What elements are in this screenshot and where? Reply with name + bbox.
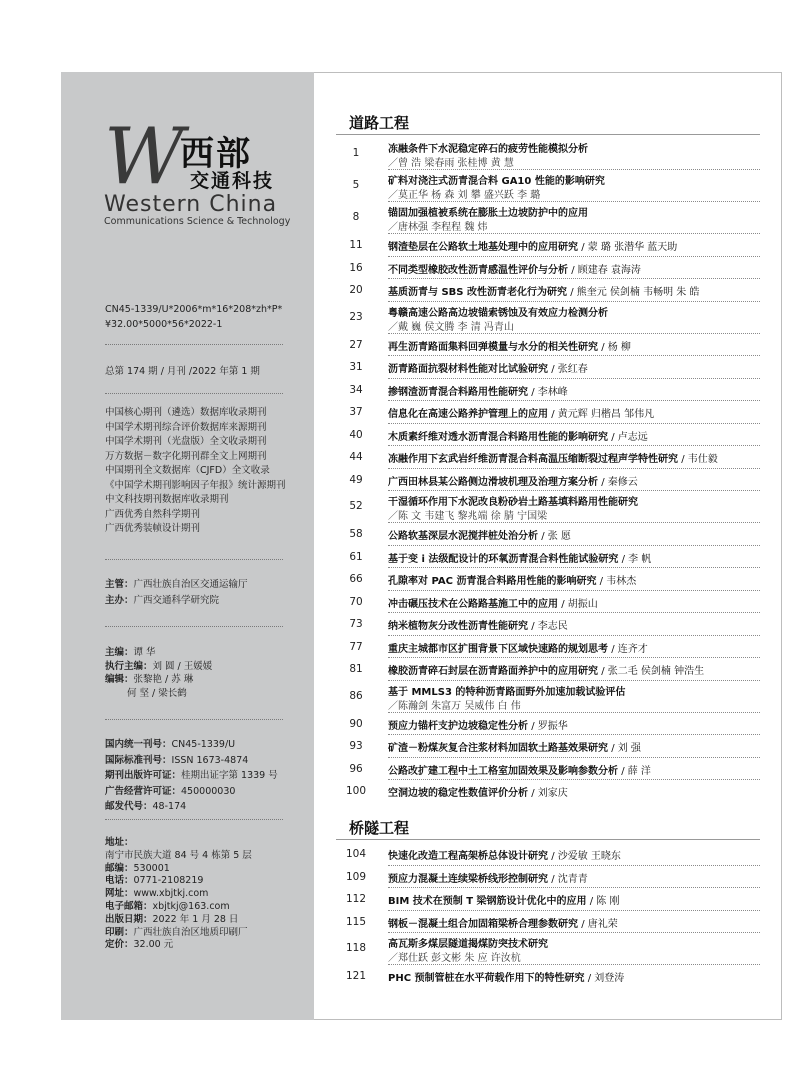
article-authors: ／郑仕跃 彭文彬 朱 应 许汝杭 — [388, 953, 521, 964]
contact-label: 电子邮箱： — [105, 900, 153, 912]
toc-entry[interactable] — [336, 234, 776, 257]
toc-entry[interactable] — [336, 170, 776, 202]
article-title: 基于变 i 法级配设计的环氧沥青混合料性能试验研究 — [388, 553, 619, 565]
section-rule — [336, 134, 760, 135]
article-title: 钢板－混凝土组合加固箱梁桥合理参数研究 — [388, 918, 578, 930]
article-title: 空洞边坡的稳定性数值评价分析 — [388, 788, 528, 799]
section-rule — [336, 839, 760, 840]
sponsors — [105, 577, 248, 609]
contact-info — [105, 837, 252, 952]
toc-entry[interactable] — [336, 568, 776, 591]
toc-entry[interactable] — [336, 257, 776, 280]
page-number: 93 — [349, 740, 363, 752]
article-title: 公路改扩建工程中土工格室加固效果及影响参数分析 — [388, 765, 618, 777]
number-row — [105, 768, 278, 784]
number-row — [105, 784, 278, 800]
number-value: 桂期出证字第 1339 号 — [181, 770, 278, 781]
editor-value-1: 张黎艳 / 苏 琳 — [133, 674, 194, 685]
editors — [105, 646, 212, 700]
article-authors: / 罗振华 — [531, 720, 568, 732]
toc-entry[interactable] — [336, 379, 776, 402]
host-value: 广西交通科学研究院 — [133, 595, 220, 606]
contact-value: 32.00 元 — [133, 939, 174, 951]
journal-logo — [104, 112, 294, 238]
divider — [105, 393, 283, 394]
page-number: 1 — [352, 147, 360, 159]
contact-row — [105, 875, 252, 888]
toc-entry[interactable] — [336, 202, 776, 234]
article-title: 预应力锚杆支护边坡稳定性分析 — [388, 720, 528, 732]
toc-entry[interactable] — [336, 713, 776, 736]
toc-entry[interactable] — [336, 843, 776, 866]
article-title: BIM 技术在预制 T 梁钢筋设计优化中的应用 — [388, 896, 587, 907]
page-number: 115 — [345, 915, 367, 928]
toc-entry[interactable] — [336, 636, 776, 659]
supervisor-value: 广西壮族自治区交通运输厅 — [133, 579, 248, 590]
article-authors: ／戴 巍 侯文腾 李 清 冯青山 — [388, 321, 514, 333]
toc-entry[interactable] — [336, 780, 776, 803]
database-item: 广西优秀自然科学期刊 — [105, 508, 201, 520]
logo-en-line1: Western China — [104, 192, 278, 217]
article-title: 高瓦斯多煤层隧道揭煤防突技术研究 — [388, 939, 548, 950]
exec-editor-value: 刘 圆 / 王媛媛 — [152, 660, 213, 672]
toc-entry[interactable] — [336, 866, 776, 889]
article-authors: ／莫正华 杨 森 刘 攀 盛兴跃 李 璐 — [388, 190, 541, 201]
page-number: 58 — [349, 528, 363, 540]
article-authors: / 李 帆 — [621, 553, 652, 565]
page-number: 44 — [349, 451, 363, 463]
database-item: 中国核心期刊（遴选）数据库收录期刊 — [105, 407, 267, 418]
contact-label: 印刷： — [105, 926, 134, 938]
contact-value: 广西壮族自治区地质印刷厂 — [133, 926, 248, 938]
number-label: 国内统一刊号： — [105, 739, 172, 750]
article-title: 纳米植物灰分改性沥青性能研究 — [388, 621, 528, 632]
divider — [105, 819, 283, 820]
chief-editor-value: 谭 华 — [133, 647, 156, 658]
article-title: 基于 MMLS3 的特种沥青路面野外加速加载试验评估 — [388, 686, 626, 698]
section-title: 桥隧工程 — [349, 819, 410, 837]
page-number: 86 — [349, 689, 363, 702]
article-title: 钢渣垫层在公路软土地基处理中的应用研究 — [388, 242, 578, 253]
number-value: 450000030 — [181, 785, 236, 797]
toc-entry[interactable] — [336, 546, 776, 569]
article-authors: / 黄元辉 归楷昌 邹伟凡 — [551, 409, 655, 420]
page-number: 121 — [345, 970, 367, 982]
page-number: 90 — [349, 717, 363, 730]
logo-cn-line1: 西部 — [180, 134, 252, 174]
article-title: 掺钢渣沥青混合料路用性能研究 — [388, 386, 528, 398]
logo-en-line2: Communications Science & Technology — [104, 216, 291, 227]
toc-entry[interactable] — [336, 911, 776, 934]
article-title: 基质沥青与 SBS 改性沥青老化行为研究 — [388, 287, 567, 298]
database-item: 中国期刊全文数据库（CJFD）全文收录 — [105, 465, 270, 476]
contact-row — [105, 927, 252, 940]
article-title: 重庆主城都市区扩围背景下区域快速路的规划思考 — [388, 643, 608, 655]
page-number: 20 — [349, 284, 363, 296]
database-item: 《中国学术期刊影响因子年报》统计源期刊 — [105, 479, 286, 491]
article-authors: / 刘登涛 — [587, 973, 625, 984]
toc-entry[interactable] — [336, 758, 776, 781]
issue-text: 总第 174 期 / 月刊 /2022 年第 1 期 — [105, 366, 260, 377]
toc-entry[interactable] — [336, 933, 776, 965]
article-authors: / 蒙 璐 张潜华 蓝天助 — [581, 242, 678, 253]
article-authors: / 陈 刚 — [589, 896, 620, 907]
pub-code-line1: CN45-1339/U*2006*m*16*208*zh*P* — [105, 304, 283, 315]
page-number: 5 — [352, 179, 360, 191]
divider — [105, 344, 283, 345]
article-authors: / 唐礼荣 — [581, 918, 618, 930]
number-row — [105, 799, 278, 815]
article-authors: ／陈 文 韦建飞 黎兆端 徐 腈 宁国梁 — [388, 511, 548, 522]
toc-entry[interactable] — [336, 401, 776, 424]
article-authors: / 刘家庆 — [531, 788, 568, 799]
toc-entry[interactable] — [336, 138, 776, 170]
contact-row — [105, 914, 252, 927]
address-label: 地址： — [105, 837, 134, 848]
toc-entry[interactable] — [336, 888, 776, 911]
section-title: 道路工程 — [349, 114, 410, 132]
number-row — [105, 753, 278, 769]
article-title: 快速化改造工程高架桥总体设计研究 — [388, 851, 548, 862]
article-authors: / 杨 柳 — [601, 341, 631, 353]
article-title: 冻融作用下玄武岩纤维沥青混合料高温压缩断裂过程声学特性研究 — [388, 454, 678, 465]
issue-info — [105, 365, 260, 380]
chief-editor-label: 主编： — [105, 647, 134, 658]
article-title: 不同类型橡胶改性沥青感温性评价与分析 — [388, 264, 568, 276]
article-title: 木质素纤维对透水沥青混合料路用性能的影响研究 — [388, 431, 608, 443]
contact-row — [105, 888, 252, 901]
page-number: 96 — [349, 762, 363, 775]
number-label: 广告经营许可证： — [105, 785, 182, 797]
contact-value: www.xbjtkj.com — [133, 888, 209, 900]
article-authors: / 张红春 — [551, 364, 588, 375]
contact-value: 530001 — [133, 862, 170, 874]
toc-entry[interactable] — [336, 613, 776, 636]
page-number: 70 — [349, 595, 363, 608]
editor-label: 编辑： — [105, 674, 134, 685]
contact-rows — [105, 863, 252, 953]
article-authors: / 秦修云 — [601, 476, 638, 488]
page-number: 66 — [349, 573, 363, 585]
toc-entry[interactable] — [336, 491, 776, 523]
page-number: 77 — [349, 640, 363, 653]
article-title: 预应力混凝土连续梁桥线形控制研究 — [388, 873, 548, 885]
article-title: 粤赣高速公路高边坡锚索锈蚀及有效应力检测分析 — [388, 307, 608, 319]
host-label: 主办： — [105, 595, 134, 606]
article-authors: ／曾 浩 梁春雨 张桂博 黄 慧 — [388, 158, 514, 169]
toc-entry[interactable] — [336, 591, 776, 614]
article-title: 冻融条件下水泥稳定碎石的疲劳性能模拟分析 — [388, 144, 588, 155]
contact-value: xbjtkj@163.com — [152, 900, 230, 912]
article-authors: / 张二毛 侯剑楠 钟浩生 — [601, 666, 705, 677]
editor-value-2: 何 坚 / 梁长鹤 — [127, 687, 187, 699]
article-title: 再生沥青路面集料回弹模量与水分的相关性研究 — [388, 341, 598, 353]
page-number: 49 — [349, 473, 363, 486]
address-value: 南宁市民族大道 84 号 4 栋第 5 层 — [105, 849, 252, 861]
page-number: 52 — [349, 500, 363, 512]
pub-codes — [105, 303, 282, 332]
contact-value: 0771-2108219 — [133, 875, 204, 887]
article-authors: / 胡振山 — [561, 598, 598, 610]
article-authors: / 韦仕毅 — [681, 454, 718, 465]
exec-editor-label: 执行主编： — [105, 660, 153, 672]
page-number: 16 — [349, 261, 363, 274]
contact-label: 定价： — [105, 939, 134, 951]
article-authors: ／陈瀚剑 朱富万 吴威伟 白 伟 — [388, 700, 521, 712]
article-authors: / 连齐才 — [611, 643, 648, 655]
article-title: 冲击碾压技术在公路路基施工中的应用 — [388, 598, 558, 610]
toc-entry[interactable] — [336, 279, 776, 302]
logo-letter: W — [104, 112, 185, 202]
pub-code-line2: ¥32.00*5000*56*2022-1 — [105, 318, 223, 330]
toc-entry[interactable] — [336, 735, 776, 758]
article-authors: / 张 愿 — [541, 531, 571, 542]
database-item: 万方数据－数字化期刊群全文上网期刊 — [105, 450, 267, 462]
page-number: 8 — [352, 211, 360, 223]
toc-entry[interactable] — [336, 424, 776, 447]
article-title: 孔隙率对 PAC 沥青混合料路用性能的影响研究 — [388, 576, 597, 587]
page-number: 81 — [349, 663, 363, 675]
contact-row — [105, 863, 252, 876]
contact-value: 2022 年 1 月 28 日 — [152, 913, 239, 925]
divider — [105, 719, 283, 720]
number-label: 期刊出版许可证： — [105, 770, 182, 781]
article-authors: / 卢志远 — [611, 431, 648, 443]
page-number: 104 — [345, 848, 367, 860]
article-authors: / 熊奎元 侯剑楠 韦畅明 朱 皓 — [570, 287, 700, 298]
divider — [105, 559, 283, 560]
database-item: 广西优秀装帧设计期刊 — [105, 523, 201, 534]
contact-label: 邮编： — [105, 862, 134, 874]
number-value: CN45-1339/U — [171, 739, 236, 750]
contact-row — [105, 901, 252, 914]
article-authors: / 李林峰 — [531, 386, 568, 398]
toc-entry[interactable] — [336, 356, 776, 379]
number-value: 48-174 — [152, 801, 187, 812]
page-number: 37 — [349, 406, 363, 418]
article-title: 信息化在高速公路养护管理上的应用 — [388, 409, 548, 420]
toc-entry[interactable] — [336, 446, 776, 469]
article-authors: / 薛 洋 — [621, 765, 651, 777]
page-number: 31 — [349, 361, 363, 373]
article-authors: / 刘 强 — [611, 743, 641, 754]
toc-entry[interactable] — [336, 681, 776, 713]
toc-entry[interactable] — [336, 658, 776, 681]
database-item: 中文科技期刊数据库收录期刊 — [105, 494, 229, 505]
toc-entry[interactable] — [336, 302, 776, 334]
number-label: 邮发代号： — [105, 801, 153, 812]
page-number: 109 — [345, 870, 367, 883]
toc-entry[interactable] — [336, 334, 776, 357]
page-number: 11 — [349, 239, 363, 251]
article-authors: / 李志民 — [531, 621, 568, 632]
article-authors: / 韦林杰 — [599, 576, 637, 587]
divider — [105, 626, 283, 627]
contact-label: 网址： — [105, 888, 134, 900]
database-list — [105, 406, 286, 537]
toc-entry[interactable] — [336, 965, 776, 988]
page-number: 118 — [345, 942, 367, 954]
number-row — [105, 737, 278, 753]
page-number: 112 — [345, 893, 367, 905]
article-authors: / 顾建春 袁海涛 — [571, 264, 641, 276]
article-title: 公路软基深层水泥搅拌桩处治分析 — [388, 531, 538, 542]
article-authors: / 沙爱敏 王晓东 — [551, 851, 621, 862]
article-title: PHC 预制管桩在水平荷载作用下的特性研究 — [388, 973, 585, 984]
article-title: 干湿循环作用下水泥改良粉砂岩土路基填料路用性能研究 — [388, 497, 638, 508]
article-title: 锚固加强植被系统在膨胀土边坡防护中的应用 — [388, 208, 588, 219]
page-number: 73 — [349, 618, 363, 630]
toc-entry[interactable] — [336, 523, 776, 546]
database-item: 中国学术期刊综合评价数据库来源期刊 — [105, 421, 267, 433]
contact-label: 电话： — [105, 875, 134, 887]
page-number: 61 — [349, 550, 363, 563]
database-item: 中国学术期刊（光盘版）全文收录期刊 — [105, 436, 267, 447]
page-number: 23 — [349, 310, 363, 323]
page-number: 27 — [349, 338, 363, 351]
article-title: 橡胶沥青碎石封层在沥青路面养护中的应用研究 — [388, 666, 598, 677]
contact-row — [105, 939, 252, 952]
article-title: 沥青路面抗裂材料性能对比试验研究 — [388, 364, 548, 375]
page-number: 100 — [345, 785, 367, 797]
article-authors: ／唐林强 李程程 魏 炜 — [388, 222, 488, 233]
contact-label: 出版日期： — [105, 913, 153, 925]
page-number: 40 — [349, 428, 363, 441]
logo-cn-line2: 交通科技 — [190, 170, 275, 192]
article-title: 矿渣－粉煤灰复合注浆材料加固软土路基效果研究 — [388, 743, 608, 754]
page-number: 34 — [349, 383, 363, 396]
number-value: ISSN 1673-4874 — [171, 754, 249, 766]
article-title: 矿料对浇注式沥青混合料 GA10 性能的影响研究 — [388, 176, 605, 187]
article-authors: / 沈青青 — [551, 873, 588, 885]
article-title: 广西田林县某公路侧边滑坡机理及治理方案分析 — [388, 476, 598, 488]
toc-entry[interactable] — [336, 469, 776, 492]
publication-numbers — [105, 737, 278, 815]
number-label: 国际标准刊号： — [105, 754, 172, 766]
supervisor-label: 主管： — [105, 579, 134, 590]
